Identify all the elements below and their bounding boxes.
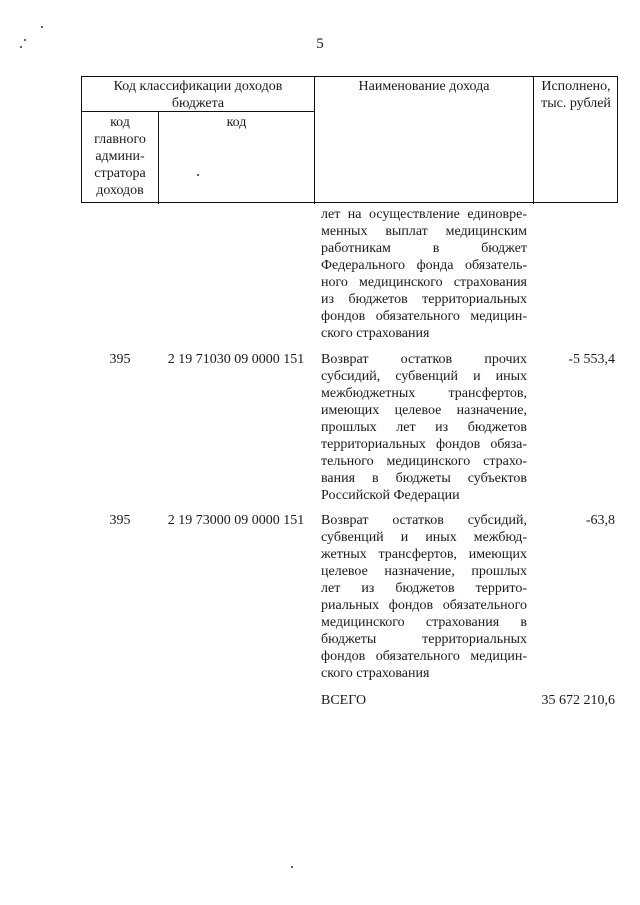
income-name bbox=[321, 512, 527, 682]
income-name-line: менных выплат медицинским bbox=[321, 224, 527, 239]
income-name-line: межбюджетных трансфертов, bbox=[321, 386, 527, 401]
income-name-line: бюджеты территориальных bbox=[321, 632, 527, 647]
income-name-line: субвенций и иных межбюд- bbox=[321, 530, 527, 545]
income-name-line: Российской Федерации bbox=[321, 488, 460, 503]
header-classification: Код классификации доходов бюджета bbox=[113, 79, 283, 111]
income-name-line: риальных фондов обязательного bbox=[321, 598, 527, 613]
admin-code: 395 bbox=[109, 352, 131, 367]
income-name-line: Возврат остатков прочих bbox=[321, 352, 527, 367]
executed-amount: -5 553,4 bbox=[568, 352, 615, 367]
header-code: код bbox=[226, 115, 247, 130]
income-name-line: медицинского страхования в bbox=[321, 615, 527, 630]
income-name-line: ского страхования bbox=[321, 326, 430, 341]
income-name bbox=[321, 206, 527, 342]
admin-code: 395 bbox=[109, 513, 131, 528]
income-name-line: фондов обязательного медицин- bbox=[321, 309, 527, 324]
scan-speck bbox=[41, 26, 43, 28]
income-name-line: жетных трансфертов, имеющих bbox=[321, 547, 527, 562]
income-name-line: лет из бюджетов террито- bbox=[321, 581, 527, 596]
header-executed: Исполнено, тыс. рублей bbox=[541, 79, 611, 111]
income-name-line: имеющих целевое назначение, bbox=[321, 403, 527, 418]
scan-speck bbox=[291, 866, 293, 868]
header-divider bbox=[533, 77, 534, 204]
income-name-line: лет на осуществление единовре- bbox=[321, 207, 527, 222]
income-name-line: ного медицинского страхования bbox=[321, 275, 527, 290]
income-name-line: территориальных фондов обяза- bbox=[321, 437, 527, 452]
header-income-name: Наименование дохода bbox=[358, 79, 490, 94]
table-header bbox=[81, 76, 618, 203]
executed-amount: -63,8 bbox=[585, 513, 615, 528]
income-name-line: Возврат остатков субсидий, bbox=[321, 513, 527, 528]
header-admin-code: код главного админи-стратора доходов bbox=[94, 115, 146, 198]
income-name-line: из бюджетов территориальных bbox=[321, 292, 527, 307]
income-code: 2 19 71030 09 0000 151 bbox=[167, 352, 305, 367]
scan-speck bbox=[20, 46, 22, 48]
page-number: 5 bbox=[316, 36, 324, 52]
scan-speck bbox=[24, 39, 26, 41]
total-label: ВСЕГО bbox=[321, 693, 367, 708]
income-code: 2 19 73000 09 0000 151 bbox=[167, 513, 305, 528]
total-amount: 35 672 210,6 bbox=[541, 693, 615, 708]
income-name-line: ского страхования bbox=[321, 666, 430, 681]
income-name bbox=[321, 351, 527, 504]
income-name-line: целевое назначение, прошлых bbox=[321, 564, 527, 579]
income-name-line: прошлых лет из бюджетов bbox=[321, 420, 527, 435]
income-name-line: работникам в бюджет bbox=[321, 241, 527, 256]
income-name-line: Федерального фонда обязатель- bbox=[321, 258, 527, 273]
income-name-line: вания в бюджеты субъектов bbox=[321, 471, 527, 486]
income-name-line: субсидий, субвенций и иных bbox=[321, 369, 527, 384]
income-name-line: тельного медицинского страхо- bbox=[321, 454, 527, 469]
income-name-line: фондов обязательного медицин- bbox=[321, 649, 527, 664]
header-divider bbox=[314, 77, 315, 204]
